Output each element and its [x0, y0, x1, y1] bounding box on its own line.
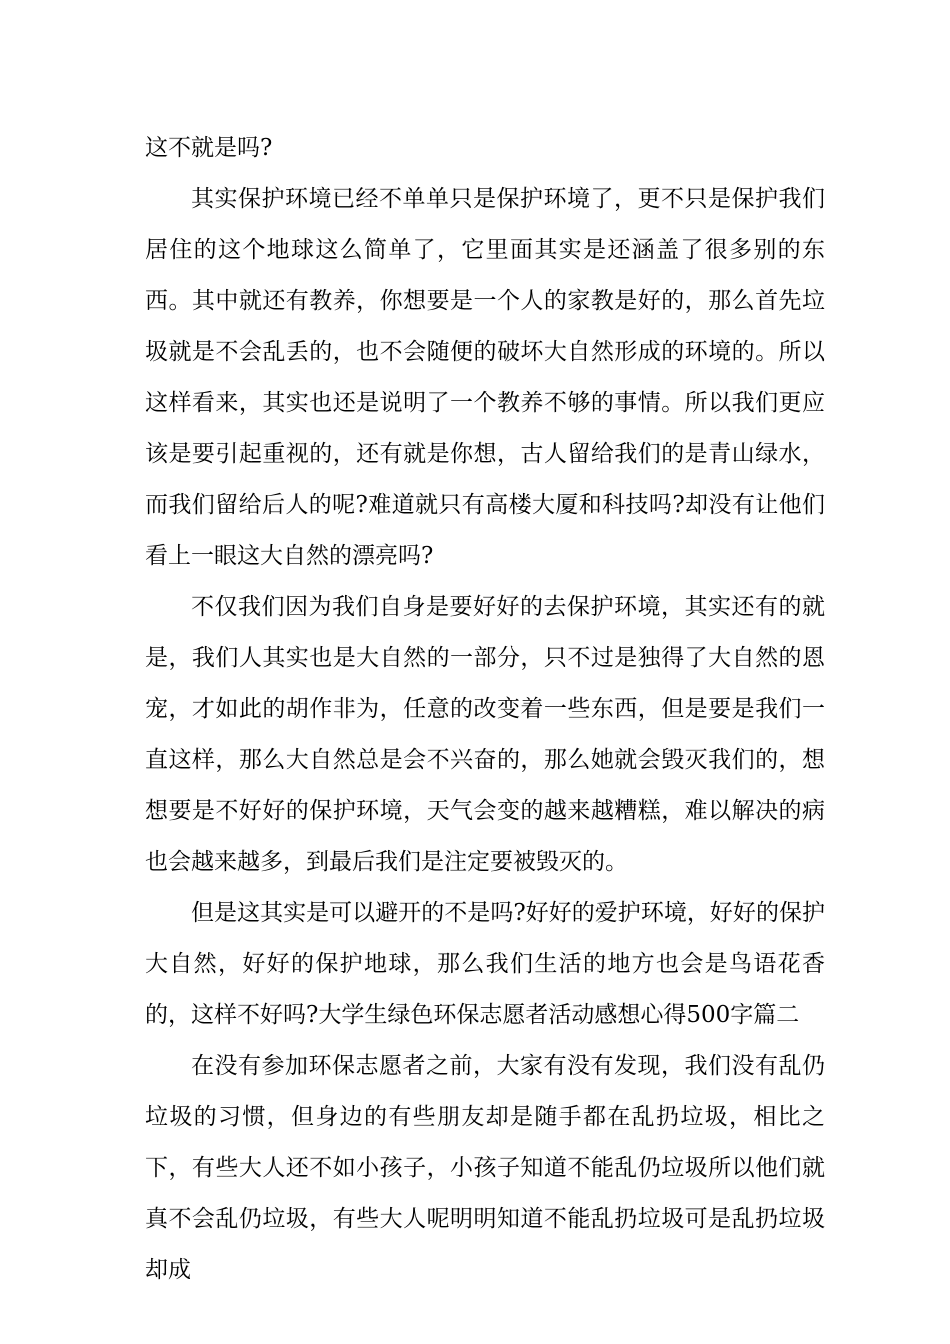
paragraph-1: 这不就是吗?	[145, 135, 273, 161]
document-body	[145, 123, 825, 1296]
paragraph-4: 但是这其实是可以避开的不是吗?好好的爱护环境，好好的保护大自然，好好的保护地球，那么我们生活的地方也会是鸟语花香的，这样不好吗?大学生绿色环保志愿者活动感想心得500字篇二	[145, 900, 825, 1028]
paragraph-3: 不仅我们因为我们自身是要好好的去保护环境，其实还有的就是，我们人其实也是大自然的一部分，只不过是独得了大自然的恩宠，才如此的胡作非为，任意的改变着一些东西，但是要是我们一直这样，那么大自然总是会不兴奋的，那么她就会毁灭我们的，想想要是不好好的保护环境，天气会变的越来越糟糕，难以解决的病也会越来越多，到最后我们是注定要被毁灭的。	[145, 594, 825, 875]
paragraph-2: 其实保护环境已经不单单只是保护环境了，更不只是保护我们居住的这个地球这么简单了，它里面其实是还涵盖了很多别的东西。其中就还有教养，你想要是一个人的家教是好的，那么首先垃圾就是不会乱丢的，也不会随便的破坏大自然形成的环境的。所以这样看来，其实也还是说明了一个教养不够的事情。所以我们更应该是要引起重视的，还有就是你想，古人留给我们的是青山绿水，而我们留给后人的呢?难道就只有高楼大厦和科技吗?却没有让他们看上一眼这大自然的漂亮吗?	[145, 186, 825, 569]
paragraph-5: 在没有参加环保志愿者之前，大家有没有发现，我们没有乱仍垃圾的习惯，但身边的有些朋友却是随手都在乱扔垃圾，相比之下，有些大人还不如小孩子，小孩子知道不能乱仍垃圾所以他们就真不会乱仍垃圾，有些大人呢明明知道不能乱扔垃圾可是乱扔垃圾却成	[145, 1053, 825, 1283]
